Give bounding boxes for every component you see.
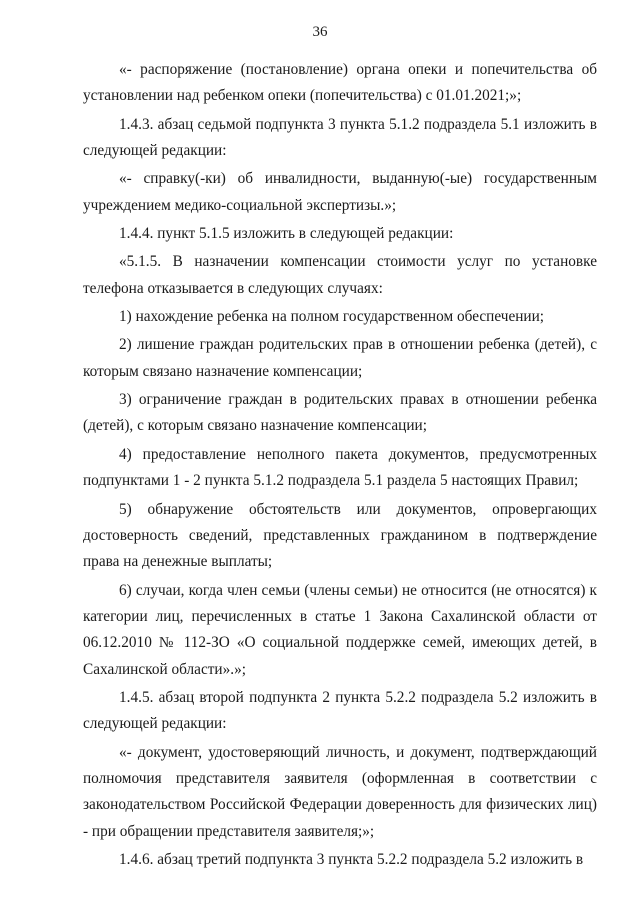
paragraph: 2) лишение граждан родительских прав в отношении ребенка (детей), с которым связано назначение компенсации; xyxy=(83,336,597,380)
paragraph: 1.4.3. абзац седьмой подпункта 3 пункта 5.1.2 подраздела 5.1 изложить в следующей редакции: xyxy=(83,115,597,160)
paragraph: 5) обнаружение обстоятельств или документов, опровергающих достоверность сведений, представленных гражданином в подтверждение права на денежные выплаты; xyxy=(83,500,597,571)
paragraph: «5.1.5. В назначении компенсации стоимости услуг по установке телефона отказывается в следующих случаях: xyxy=(83,253,597,297)
paragraph: 1.4.4. пункт 5.1.5 изложить в следующей редакции: xyxy=(119,225,454,243)
paragraph: 3) ограничение граждан в родительских правах в отношении ребенка (детей), с которым связано назначение компенсации; xyxy=(83,391,597,435)
document-body xyxy=(83,57,597,875)
paragraph: 6) случаи, когда член семьи (члены семьи) не относится (не относятся) к категории лиц, перечисленных в статье 1 Закона Сахалинской области от 06.12.2010 № 112-ЗО «О социальной поддержке семей, имеющих детей, в Сахалинской области».»; xyxy=(83,581,597,678)
paragraph: «- распоряжение (постановление) органа опеки и попечительства об установлении над ребенком опеки (попечительства) с 01.01.2021;»; xyxy=(83,61,597,105)
paragraph: «- документ, удостоверяющий личность, и документ, подтверждающий полномочия представителя заявителя (оформленная в соответствии с законодательством Российской Федерации доверенность для физических лиц) - при обращении представителя заявителя;»; xyxy=(83,743,597,840)
paragraph: 1) нахождение ребенка на полном государственном обеспечении; xyxy=(119,308,545,326)
paragraph: «- справку(-ки) об инвалидности, выданную(-ые) государственным учреждением медико-социальной экспертизы.»; xyxy=(83,170,597,214)
paragraph: 1.4.6. абзац третий подпункта 3 пункта 5.2.2 подраздела 5.2 изложить в xyxy=(119,850,584,868)
paragraph: 1.4.5. абзац второй подпункта 2 пункта 5.2.2 подраздела 5.2 изложить в следующей редакции: xyxy=(83,688,597,733)
page-number: 36 xyxy=(312,24,328,40)
paragraph: 4) предоставление неполного пакета документов, предусмотренных подпунктами 1 - 2 пункта 5.1.2 подраздела 5.1 раздела 5 настоящих Правил; xyxy=(83,445,597,490)
